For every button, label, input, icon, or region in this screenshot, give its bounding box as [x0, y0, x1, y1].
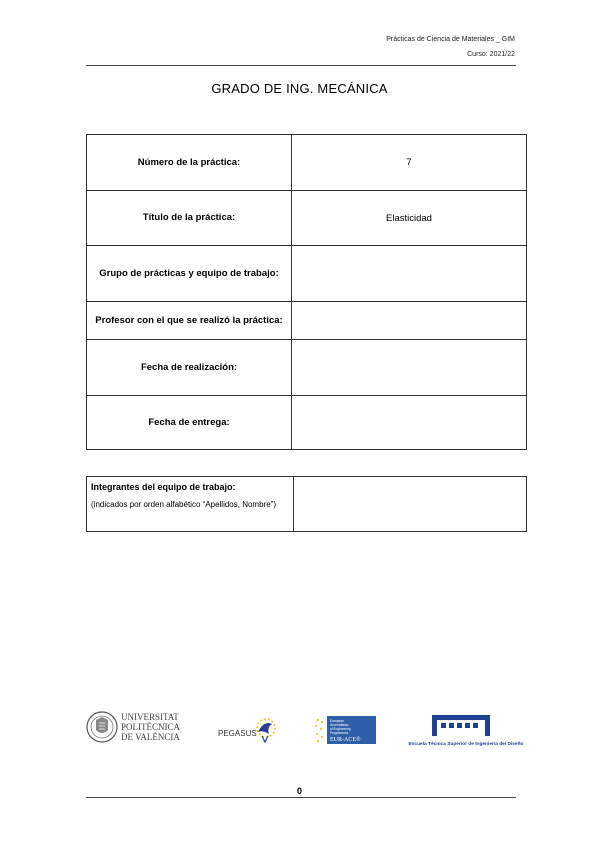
table-row — [87, 340, 527, 396]
upv-logo-line1: UNIVERSITAT — [121, 712, 179, 722]
upv-logo-line2: POLITÈCNICA — [121, 722, 180, 732]
completion-date-label: Fecha de realización: — [87, 340, 292, 396]
team-members-note: (indicados por orden alfabético “Apellidos, Nombre”) — [91, 500, 276, 509]
page-number: 0 — [296, 786, 302, 796]
page-title: GRADO DE ING. MECÁNICA — [211, 81, 388, 96]
header-year: Curso: 2021/22 — [467, 51, 515, 58]
eurace-logo-line1: European — [330, 719, 344, 723]
etsid-logo-text: Escuela Técnica Superior de Ingeniería del Diseño — [408, 742, 524, 747]
pegasus-logo — [218, 714, 276, 746]
upv-logo — [86, 708, 186, 746]
practice-info-table — [86, 134, 527, 450]
professor-label: Profesor con el que se realizó la práctica: — [87, 302, 292, 340]
practice-title-label: Título de la práctica: — [87, 191, 292, 246]
team-members-title: Integrantes del equipo de trabajo: — [91, 482, 236, 492]
footer-rule — [86, 797, 516, 798]
upv-logo-line3: DE VALÈNCIA — [121, 732, 180, 742]
eurace-logo-line5: EUR-ACE® — [330, 737, 361, 743]
eurace-logo-line3: of Engineering — [330, 727, 351, 731]
completion-date-value — [292, 340, 527, 396]
professor-value — [292, 302, 527, 340]
team-members-value — [294, 477, 527, 532]
eurace-logo — [313, 714, 377, 746]
table-row — [87, 396, 527, 450]
pegasus-logo-text: PEGASUS — [218, 729, 257, 738]
practice-number-value: 7 — [292, 135, 527, 191]
eurace-logo-line2: Accreditation — [330, 723, 349, 727]
practice-number-label: Número de la práctica: — [87, 135, 292, 191]
table-row — [87, 477, 527, 532]
table-row — [87, 246, 527, 302]
header-rule — [86, 65, 516, 66]
delivery-date-value — [292, 396, 527, 450]
team-members-label — [87, 477, 294, 532]
work-group-label: Grupo de prácticas y equipo de trabajo: — [87, 246, 292, 302]
table-row — [87, 191, 527, 246]
table-row — [87, 135, 527, 191]
header-course: Prácticas de Ciencia de Materiales _ GIM — [386, 36, 515, 43]
work-group-value — [292, 246, 527, 302]
delivery-date-label: Fecha de entrega: — [87, 396, 292, 450]
practice-title-value: Elasticidad — [292, 191, 527, 246]
table-row — [87, 302, 527, 340]
etsid-logo — [408, 714, 524, 748]
eurace-logo-line4: Programmes — [330, 731, 349, 735]
team-members-table — [86, 476, 527, 532]
